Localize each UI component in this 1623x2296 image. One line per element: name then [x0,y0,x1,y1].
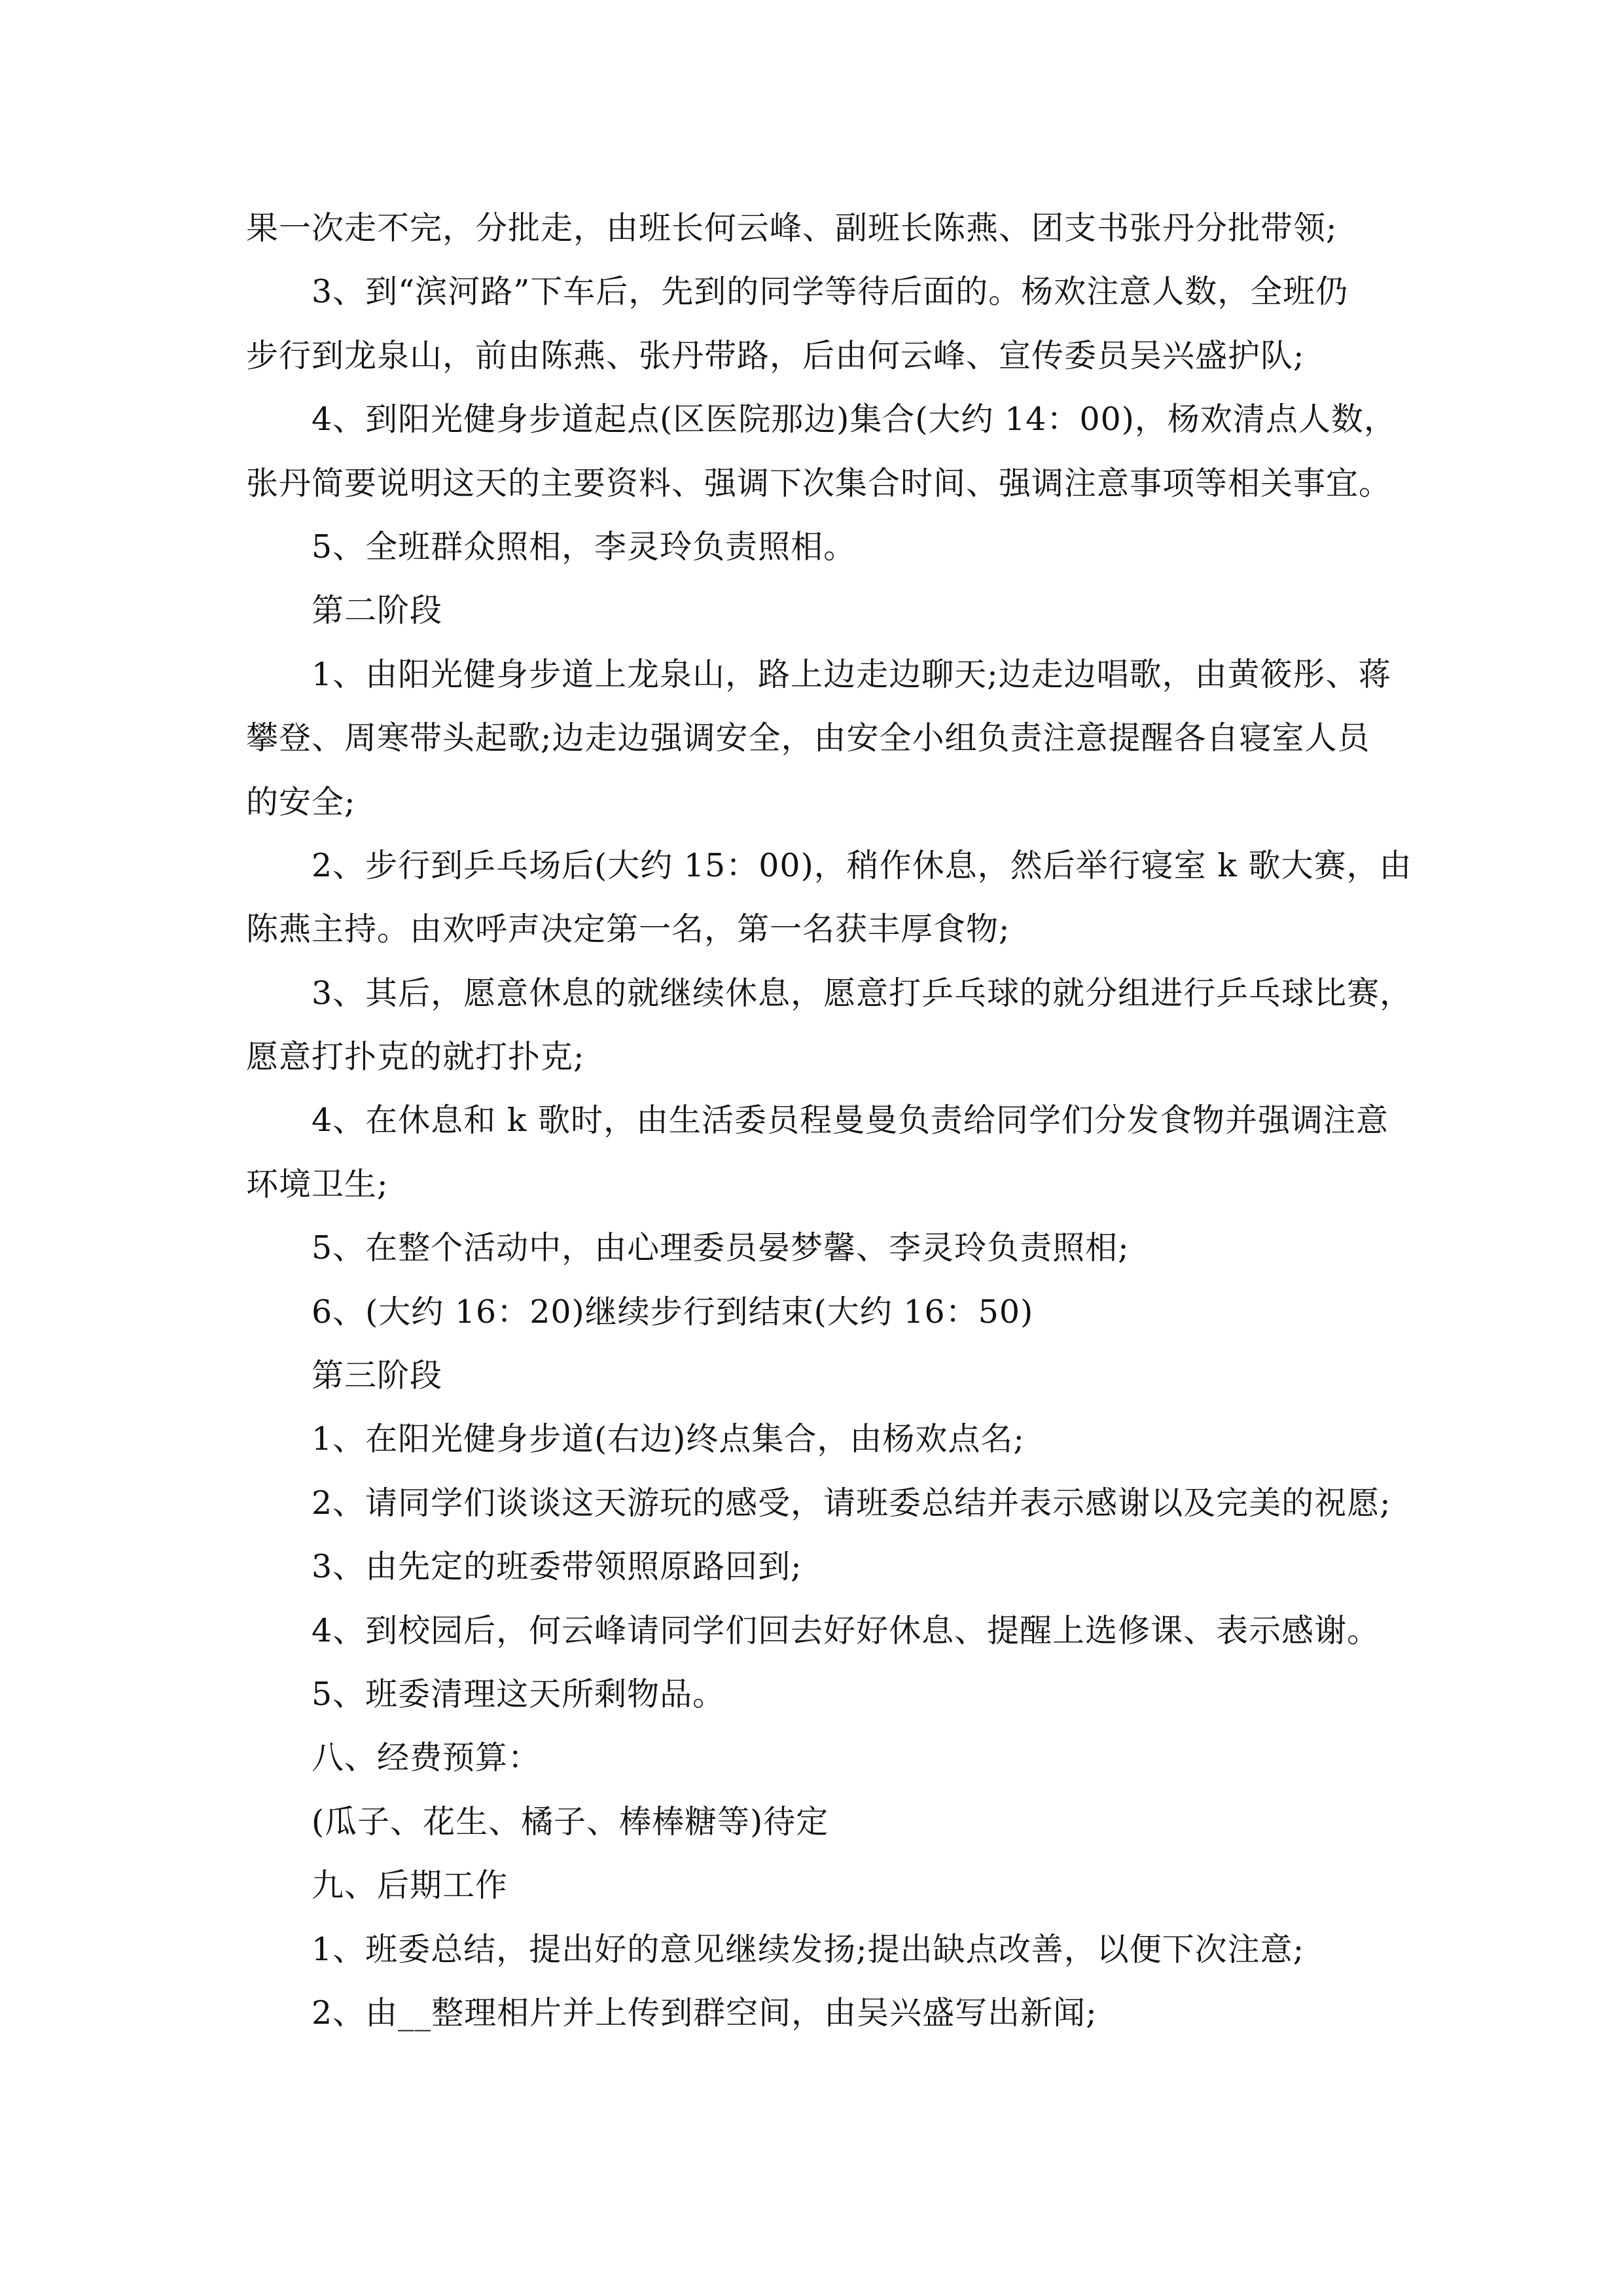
text-line: 5、班委清理这天所剩物品。 [312,1675,726,1713]
text-line: 1、班委总结，提出好的意见继续发扬;提出缺点改善，以便下次注意; [312,1930,1305,1968]
text-line: 2、请同学们谈谈这天游玩的感受，请班委总结并表示感谢以及完美的祝愿; [312,1484,1391,1522]
section-heading: 八、经费预算： [312,1739,541,1777]
text-line: 5、在整个活动中，由心理委员晏梦馨、李灵玲负责照相; [312,1229,1130,1267]
text-line: 果一次走不完，分批走，由班长何云峰、副班长陈燕、团支书张丹分批带领; [246,209,1338,247]
text-line: 环境卫生; [246,1165,389,1203]
text-line: 1、在阳光健身步道(右边)终点集合，由杨欢点名; [312,1420,1025,1458]
text-line: 攀登、周寒带头起歌;边走边强调安全，由安全小组负责注意提醒各自寝室人员 [246,719,1370,757]
text-line: (瓜子、花生、橘子、棒棒糖等)待定 [312,1803,829,1840]
text-line: 4、到校园后，何云峰请同学们回去好好休息、提醒上选修课、表示感谢。 [312,1611,1380,1649]
text-line: 6、(大约 16：20)继续步行到结束(大约 16：50) [312,1293,1034,1331]
text-line: 3、到“滨河路”下车后，先到的同学等待后面的。杨欢注意人数，全班仍 [312,273,1349,311]
text-line: 的安全; [246,783,356,821]
text-line: 3、其后，愿意休息的就继续休息，愿意打乒乓球的就分组进行乒乓球比赛， [312,974,1413,1012]
text-line: 5、全班群众照相，李灵玲负责照相。 [312,528,857,565]
text-line: 陈燕主持。由欢呼声决定第一名，第一名获丰厚食物; [246,910,1010,948]
text-line: 张丹简要说明这天的主要资料、强调下次集合时间、强调注意事项等相关事宜。 [246,464,1392,502]
text-line: 步行到龙泉山，前由陈燕、张丹带路，后由何云峰、宣传委员吴兴盛护队; [246,336,1305,374]
text-line: 2、由__整理相片并上传到群空间，由吴兴盛写出新闻; [312,1994,1097,2032]
text-line: 1、由阳光健身步道上龙泉山，路上边走边聊天;边走边唱歌，由黄筱彤、蒋 [312,655,1391,693]
text-line: 4、到阳光健身步道起点(区医院那边)集合(大约 14：00)，杨欢清点人数， [312,401,1397,439]
document-body [246,196,1413,2045]
text-line: 2、步行到乒乓场后(大约 15：00)，稍作休息，然后举行寝室 k 歌大赛，由 [312,846,1412,884]
section-heading: 第三阶段 [312,1357,443,1395]
section-heading: 九、后期工作 [312,1867,508,1905]
section-heading: 第二阶段 [312,592,443,630]
text-line: 愿意打扑克的就打扑克; [246,1038,585,1076]
text-line: 3、由先定的班委带领照原路回到; [312,1548,802,1586]
text-line: 4、在休息和 k 歌时，由生活委员程曼曼负责给同学们分发食物并强调注意 [312,1102,1389,1139]
